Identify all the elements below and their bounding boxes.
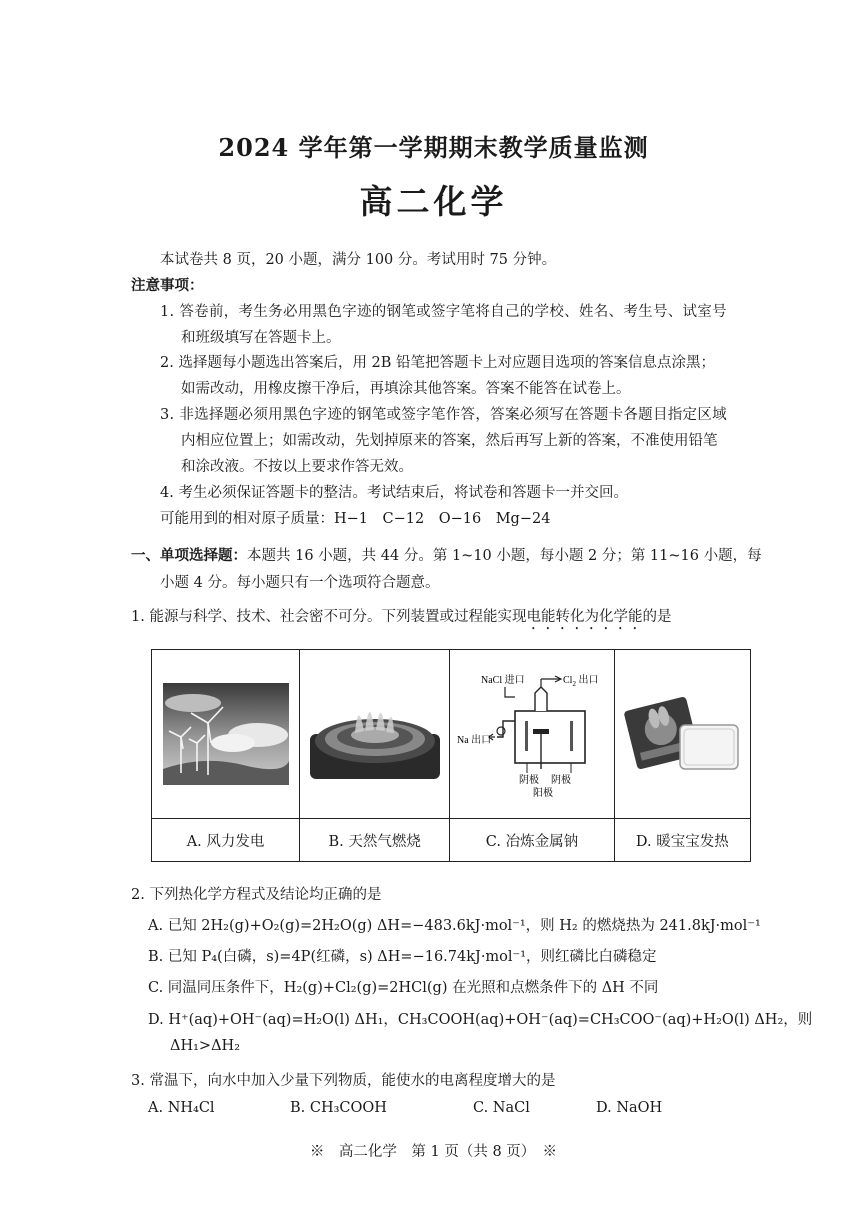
q3-option-c: C. NaCl bbox=[473, 1100, 530, 1116]
hand-warmer-photo bbox=[622, 689, 742, 779]
subject-title: 高二化学 bbox=[359, 182, 508, 221]
q3-option-b: B. CH₃COOH bbox=[290, 1100, 387, 1116]
q1-stem-post: 的是 bbox=[642, 609, 672, 625]
cathode-left-label: 阴极 bbox=[518, 775, 539, 786]
q1-stem-pre: 1. 能源与科学、技术、社会密不可分。下列装置或过程能实现 bbox=[131, 609, 527, 625]
option-b-image-cell bbox=[300, 650, 450, 819]
option-d-image-cell bbox=[614, 650, 750, 819]
option-a-caption: A. 风力发电 bbox=[152, 819, 300, 862]
notice-1-line-1: 1. 答卷前，考生务必用黑色字迹的钢笔或签字笔将自己的学校、姓名、考生号、试室号 bbox=[160, 304, 727, 320]
notice-3-line-3: 和涂改液。不按以上要求作答无效。 bbox=[181, 459, 413, 475]
notice-3-line-1: 3. 非选择题必须用黑色字迹的钢笔或签字笔作答，答案必须写在答题卡各题目指定区域 bbox=[160, 407, 727, 423]
cathode-right-label: 阴极 bbox=[550, 775, 571, 786]
exam-summary: 本试卷共 8 页，20 小题，满分 100 分。考试用时 75 分钟。 bbox=[160, 252, 557, 268]
na-outlet-label: Na 出口 bbox=[456, 735, 492, 746]
q1-options-table bbox=[151, 649, 751, 862]
q2-option-a: A. 已知 2H₂(g)+O₂(g)=2H₂O(g) ΔH=−483.6kJ·mol⁻¹，则 H₂ 的燃烧热为 241.8kJ·mol⁻¹ bbox=[148, 918, 761, 934]
q1-stem-emphasis: 电能转化为化学能 bbox=[526, 609, 643, 625]
wind-turbine-photo bbox=[163, 683, 289, 785]
option-d-caption: D. 暖宝宝发热 bbox=[614, 819, 750, 862]
option-c-caption: C. 冶炼金属钠 bbox=[450, 819, 614, 862]
section-1-desc: 本题共 16 小题，共 44 分。第 1~10 小题，每小题 2 分；第 11~16 小题，每 bbox=[247, 548, 762, 564]
notice-2-line-2: 如需改动，用橡皮擦干净后，再填涂其他答案。答案不能答在试卷上。 bbox=[181, 381, 631, 397]
q2-option-b: B. 已知 P₄(白磷，s)=4P(红磷，s) ΔH=−16.74kJ·mol⁻¹，则红磷比白磷稳定 bbox=[148, 949, 657, 965]
notice-heading: 注意事项： bbox=[131, 277, 204, 294]
q1-stem bbox=[131, 605, 671, 633]
page-footer: ※ 高二化学 第 1 页（共 8 页） ※ bbox=[309, 1144, 558, 1160]
option-c-image-cell bbox=[450, 650, 614, 819]
q3-option-d: D. NaOH bbox=[596, 1100, 663, 1116]
gas-stove-burner-photo bbox=[310, 689, 440, 779]
cl2-outlet-label: $Cl_2$ 出口 bbox=[562, 675, 599, 688]
electrolytic-cell-diagram bbox=[457, 669, 607, 799]
q2-option-c: C. 同温同压条件下，H₂(g)+Cl₂(g)=2HCl(g) 在光照和点燃条件下的 ΔH 不同 bbox=[148, 980, 659, 996]
section-1-heading: 一、单项选择题： bbox=[131, 547, 247, 564]
notice-1-line-2: 和班级填写在答题卡上。 bbox=[181, 330, 341, 346]
atomic-mass-line: 可能用到的相对原子质量：H−1 C−12 O−16 Mg−24 bbox=[160, 511, 551, 527]
section-1-line-1 bbox=[131, 544, 762, 565]
q3-stem: 3. 常温下，向水中加入少量下列物质，能使水的电离程度增大的是 bbox=[131, 1073, 556, 1089]
option-b-caption: B. 天然气燃烧 bbox=[300, 819, 450, 862]
q3-option-a: A. NH₄Cl bbox=[148, 1100, 215, 1116]
section-1-line-2: 小题 4 分。每小题只有一个选项符合题意。 bbox=[160, 575, 440, 591]
nacl-inlet-label: NaCl 进口 bbox=[480, 675, 525, 686]
exam-title: 2024 学年第一学期期末教学质量监测 bbox=[218, 133, 649, 162]
notice-4: 4. 考生必须保证答题卡的整洁。考试结束后，将试卷和答题卡一并交回。 bbox=[160, 485, 628, 501]
option-a-image-cell bbox=[152, 650, 300, 819]
q2-stem: 2. 下列热化学方程式及结论均正确的是 bbox=[131, 887, 382, 903]
q2-option-d-line-1: D. H⁺(aq)+OH⁻(aq)=H₂O(l) ΔH₁，CH₃COOH(aq)+OH⁻(aq)=CH₃COO⁻(aq)+H₂O(l) ΔH₂，则 bbox=[148, 1012, 813, 1028]
q2-option-d-line-2: ΔH₁>ΔH₂ bbox=[170, 1038, 241, 1054]
notice-2-line-1: 2. 选择题每小题选出答案后，用 2B 铅笔把答题卡上对应题目选项的答案信息点涂黑； bbox=[160, 355, 716, 371]
notice-3-line-2: 内相应位置上；如需改动，先划掉原来的答案，然后再写上新的答案，不准使用铅笔 bbox=[181, 433, 718, 449]
anode-label: 阳极 bbox=[532, 788, 553, 799]
